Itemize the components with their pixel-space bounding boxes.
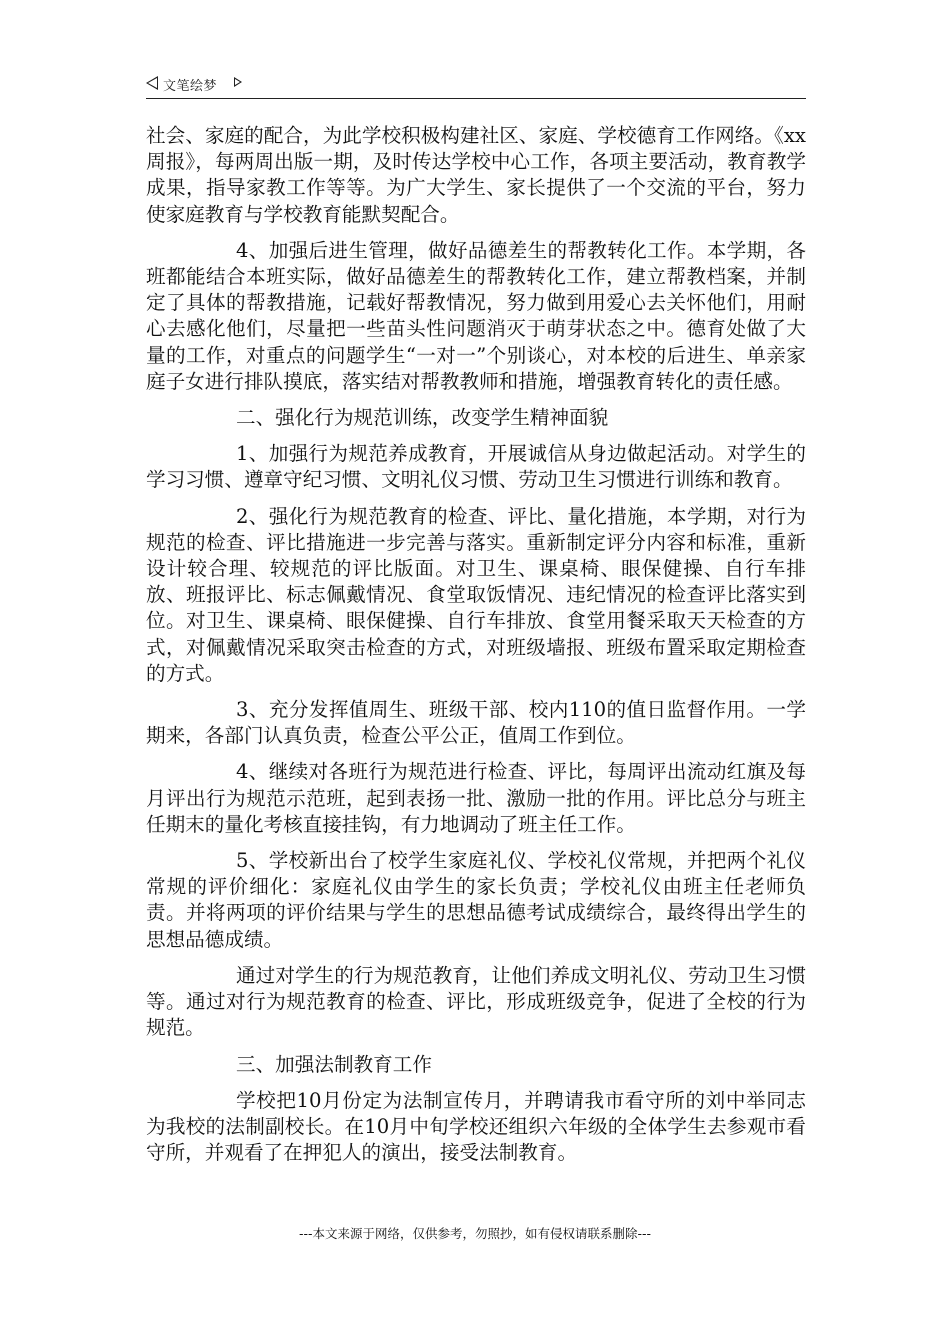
section-heading: 二、强化行为规范训练，改变学生精神面貌 bbox=[236, 406, 609, 430]
paragraph: 4、继续对各班行为规范进行检查、评比，每周评出流动红旗及每月评出行为规范示范班，起到表扬一批、激励一批的作用。评比总分与班主任期末的量化考核直接挂钩，有力地调动了班主任工作。 bbox=[146, 760, 806, 836]
paragraph: 3、充分发挥值周生、班级干部、校内110的值日监督作用。一学期来，各部门认真负责，检查公平公正，值周工作到位。 bbox=[146, 698, 806, 748]
triangle-right-icon bbox=[234, 77, 242, 87]
paragraph: 2、强化行为规范教育的检查、评比、量化措施，本学期，对行为规范的检查、评比措施进一步完善与落实。重新制定评分内容和标准，重新设计较合理、较规范的评比版面。对卫生、课桌椅、眼保健操、自行车排放、班报评比、标志佩戴情况、食堂取饭情况、违纪情况的检查评比落实到位。对卫生、课桌椅、眼保健操、自行车排放、食堂用餐采取天天检查的方式，对佩戴情况采取突击检查的方式，对班级墙报、班级布置采取定期检查的方式。 bbox=[146, 504, 806, 685]
paragraph: 学校把10月份定为法制宣传月，并聘请我市看守所的刘中举同志为我校的法制副校长。在10月中旬学校还组织六年级的全体学生去参观市看守所，并观看了在押犯人的演出，接受法制教育。 bbox=[146, 1088, 806, 1165]
footer-notice: ---本文来源于网络，仅供参考，勿照抄，如有侵权请联系删除--- bbox=[298, 1226, 652, 1241]
section-heading: 三、加强法制教育工作 bbox=[236, 1052, 432, 1076]
page-header bbox=[146, 72, 806, 98]
paragraph: 社会、家庭的配合，为此学校积极构建社区、家庭、学校德育工作网络。《xx周报》，每两周出版一期，及时传达学校中心工作，各项主要活动，教育教学成果，指导家教工作等等。为广大学生、家长提供了一个交流的平台，努力使家庭教育与学校教育能默契配合。 bbox=[146, 124, 806, 226]
document-body bbox=[146, 123, 806, 1176]
paragraph: 通过对学生的行为规范教育，让他们养成文明礼仪、劳动卫生习惯等。通过对行为规范教育的检查、评比，形成班级竞争，促进了全校的行为规范。 bbox=[146, 963, 806, 1040]
header-divider bbox=[146, 98, 806, 99]
paragraph: 4、加强后进生管理，做好品德差生的帮教转化工作。本学期，各班都能结合本班实际，做好品德差生的帮教转化工作，建立帮教档案，并制定了具体的帮教措施，记载好帮教情况，努力做到用爱心去关怀他们，用耐心去感化他们，尽量把一些苗头性问题消灭于萌芽状态之中。德育处做了大量的工作，对重点的问题学生“一对一”个别谈心，对本校的后进生、单亲家庭子女进行排队摸底，落实结对帮教教师和措施，增强教育转化的责任感。 bbox=[146, 238, 806, 393]
paragraph: 5、学校新出台了校学生家庭礼仪、学校礼仪常规，并把两个礼仪常规的评价细化：家庭礼仪由学生的家长负责；学校礼仪由班主任老师负责。并将两项的评价结果与学生的思想品德考试成绩综合，最终得出学生的思想品德成绩。 bbox=[146, 849, 806, 951]
paragraph: 1、加强行为规范养成教育，开展诚信从身边做起活动。对学生的学习习惯、遵章守纪习惯、文明礼仪习惯、劳动卫生习惯进行训练和教育。 bbox=[146, 442, 806, 492]
header-brand: 文笔绘梦 bbox=[163, 79, 218, 94]
triangle-left-icon bbox=[146, 76, 158, 90]
